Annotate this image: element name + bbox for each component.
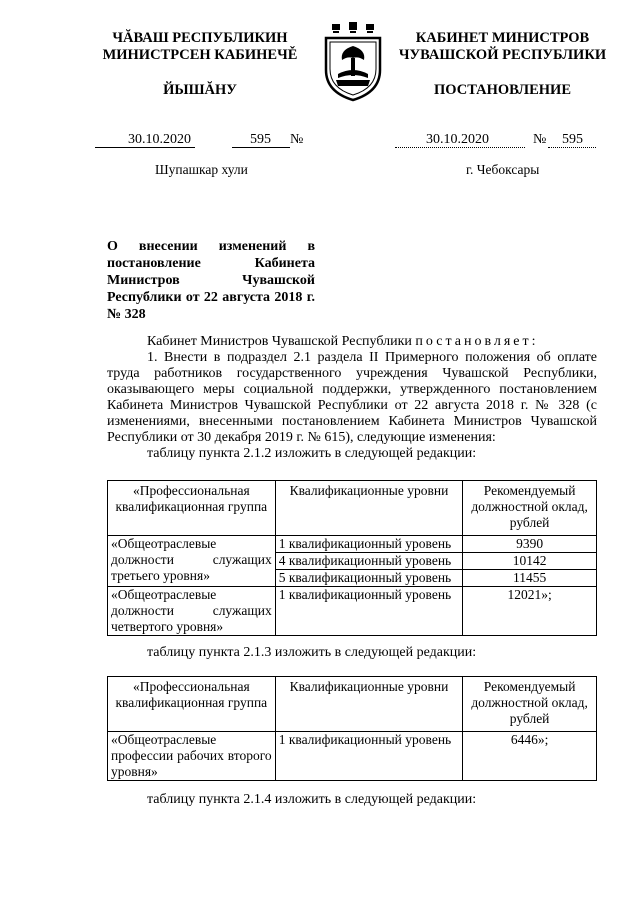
group-fourth-level: «Общеотраслевые должности служащих четвертого уровня» (108, 587, 276, 636)
left-date: 30.10.2020 (128, 132, 191, 147)
table-2-1-3 (107, 676, 597, 781)
right-number-sign: № (533, 132, 547, 147)
level-cell: 1 квалификационный уровень (275, 587, 463, 636)
document-title: О внесении изменений в постановление Кабинета Министров Чувашской Республики от 22 августа 2018 г. № 328 (107, 239, 315, 322)
table-row (108, 536, 597, 553)
level-cell: 1 квалификационный уровень (275, 536, 463, 553)
right-number-underline (548, 147, 596, 148)
table2-intro: таблицу пункта 2.1.3 изложить в следующей редакции: (147, 645, 477, 660)
table-row (108, 587, 597, 636)
level-cell: 1 квалификационный уровень (275, 732, 463, 781)
right-city: г. Чебоксары (466, 162, 540, 177)
left-number-underline (232, 147, 290, 148)
header-right-line2: ЧУВАШСКОЙ РЕСПУБЛИКИ (398, 47, 607, 63)
header-qualification-levels: Квалификационные уровни (275, 677, 463, 732)
table1-intro: таблицу пункта 2.1.2 изложить в следующей редакции: (147, 446, 477, 461)
header-professional-group: «Профессиональная квалификационная группа (108, 677, 276, 732)
table-2-1-2 (107, 480, 597, 636)
salary-cell: 6446»; (463, 732, 597, 781)
table-row (108, 732, 597, 781)
right-date-underline (395, 147, 525, 148)
header-right (390, 30, 615, 99)
header-right-line1: КАБИНЕТ МИНИСТРОВ (415, 30, 590, 46)
header-professional-group: «Профессиональная квалификационная группа (108, 481, 276, 536)
right-number: 595 (562, 132, 583, 147)
item-1-paragraph: 1. Внести в подраздел 2.1 раздела II Примерного положения об оплате труда работников государственного учреждения Чувашской Республики, оказывающего меры социальной поддержки, утвержденного постановлением Кабинета Министров Чувашской Республики от 22 августа 2018 г. № 328 (с изменениями, внесенными постановлением Кабинета Министров Чувашской Республики от 30 декабря 2019 г. № 615), следующие изменения: (107, 350, 597, 445)
emblem-icon (318, 22, 388, 102)
salary-cell: 9390 (463, 536, 597, 553)
header-left-line1: ЧĂВАШ РЕСПУБЛИКИН (112, 30, 288, 46)
preamble-paragraph (107, 334, 597, 350)
salary-cell: 11455 (463, 570, 597, 587)
salary-cell: 12021»; (463, 587, 597, 636)
preamble-verb: постановляет: (415, 334, 539, 349)
right-date: 30.10.2020 (426, 132, 489, 147)
salary-cell: 10142 (463, 553, 597, 570)
left-number-sign: № (290, 132, 304, 147)
table-header-row (108, 677, 597, 732)
header-recommended-salary: Рекомендуемый должностной оклад, рублей (463, 677, 597, 732)
header-recommended-salary: Рекомендуемый должностной оклад, рублей (463, 481, 597, 536)
header-right-doc-type: ПОСТАНОВЛЕНИЕ (433, 82, 571, 98)
header-left-line2: МИНИСТРСЕН КАБИНЕЧĚ (102, 47, 298, 63)
left-city: Шупашкар хули (155, 162, 248, 177)
preamble-text: Кабинет Министров Чувашской Республики (147, 334, 412, 349)
group-workers-second-level: «Общеотраслевые профессии рабочих второго уровня» (108, 732, 276, 781)
header-left (95, 30, 305, 99)
table3-intro: таблицу пункта 2.1.4 изложить в следующей редакции: (147, 792, 477, 807)
header-left-doc-type: ЙЫШĂНУ (163, 82, 237, 98)
header-qualification-levels: Квалификационные уровни (275, 481, 463, 536)
level-cell: 5 квалификационный уровень (275, 570, 463, 587)
table-header-row (108, 481, 597, 536)
left-number: 595 (250, 132, 271, 147)
left-date-underline (95, 147, 195, 148)
group-third-level: «Общеотраслевые должности служащих третьего уровня» (108, 536, 276, 587)
level-cell: 4 квалификационный уровень (275, 553, 463, 570)
